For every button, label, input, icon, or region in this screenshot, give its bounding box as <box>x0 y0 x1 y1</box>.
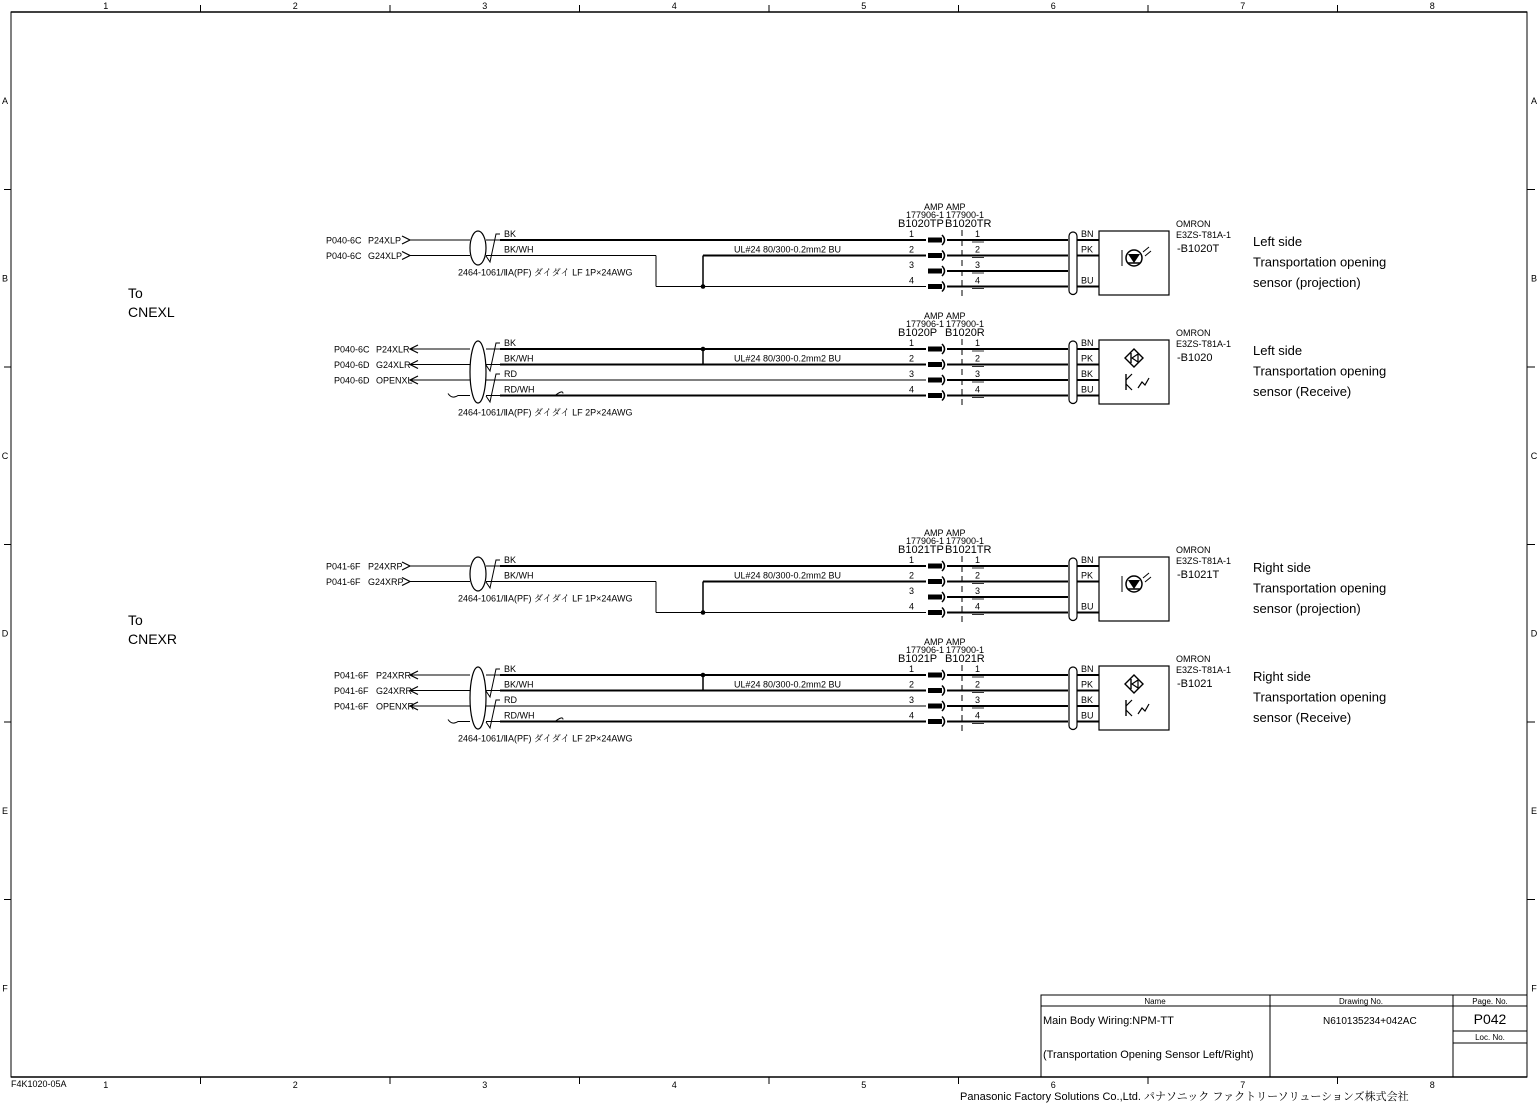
connector-pin-number-right: 1 <box>975 338 981 348</box>
connector-pin-socket <box>928 362 942 367</box>
cable-spec-label: 2464-1061/ⅡA(PF) ダイダイ LF 2P×24AWG <box>458 407 633 418</box>
grid-column-label-bottom: 1 <box>103 1080 109 1090</box>
connector-pin-number-left: 4 <box>909 710 915 721</box>
grid-column-label-bottom: 6 <box>1050 1080 1056 1090</box>
connector-part-left: 177906-1 <box>906 645 945 655</box>
connector-pin-socket <box>928 269 942 274</box>
connector-part-right: 177900-1 <box>946 645 985 655</box>
signal-name-label: G24XRP <box>368 577 404 587</box>
sensor-description-line: Right side <box>1253 560 1311 575</box>
wire-color-label: BK <box>504 555 517 565</box>
grid-column-label-top: 7 <box>1240 1 1246 11</box>
connector-id-right: B1021R <box>945 653 985 665</box>
sensor-maker-label: OMRON <box>1176 545 1211 555</box>
grid-column-label-bottom: 5 <box>861 1080 867 1090</box>
wire-color-label: BK <box>504 664 517 674</box>
connector-part-right: 177900-1 <box>946 210 985 220</box>
connector-pin-socket <box>928 564 942 569</box>
sensor-maker-label: OMRON <box>1176 654 1211 664</box>
junction-dot <box>701 284 706 289</box>
signal-ref-label: P041-6F <box>334 686 369 696</box>
grid-row-label-left: D <box>1 628 9 639</box>
grid-row-label-left: B <box>1 273 9 284</box>
junction-dot <box>701 347 706 352</box>
connector-pin-number-left: 4 <box>909 601 915 612</box>
drawing-name-line1: Main Body Wiring:NPM-TT <box>1043 1015 1174 1027</box>
grid-column-label-bottom: 3 <box>482 1080 488 1090</box>
connector-pin-number-left: 2 <box>909 679 915 690</box>
grid-column-label-top: 2 <box>292 1 298 11</box>
sensor-wire-color-label: BU <box>1081 275 1094 286</box>
connector-pin-number-right: 4 <box>975 601 981 612</box>
sensor-maker-label: OMRON <box>1176 219 1211 229</box>
wire-color-label: BK/WH <box>504 353 534 364</box>
grid-column-label-top: 5 <box>861 1 867 11</box>
signal-name-label: P24XLR <box>376 344 410 355</box>
sensor-wire-color-label: BU <box>1081 710 1094 721</box>
destination-connector-label: CNEXR <box>128 631 178 647</box>
signal-ref-label: P041-6F <box>326 561 361 572</box>
connector-pin-number-left: 1 <box>909 664 915 674</box>
sensor-wire-color-label: BK <box>1081 369 1094 379</box>
grid-row-label-left: C <box>1 450 9 461</box>
connector-id-left: B1020P <box>898 327 938 339</box>
page-number-header: Page. No. <box>1472 997 1508 1006</box>
signal-name-label: OPENXR <box>376 701 415 712</box>
sensor-wire-color-label: PK <box>1081 570 1094 581</box>
sensor-description-line: sensor (Receive) <box>1253 710 1352 725</box>
connector-pin-number-left: 4 <box>909 275 915 286</box>
connector-pin-socket <box>928 347 942 352</box>
connector-part-right: 177900-1 <box>946 319 985 329</box>
grid-row-label-left: A <box>1 95 9 106</box>
connector-id-right: B1020R <box>945 327 985 339</box>
grid-row-label-right: F <box>1531 983 1537 994</box>
destination-to-label: To <box>128 285 143 301</box>
connector-pin-number-right: 4 <box>975 275 981 286</box>
junction-dot <box>701 610 706 615</box>
signal-ref-label: P041-6F <box>334 670 369 681</box>
wire-spec-label: UL#24 80/300-0.2mm2 BU <box>734 244 842 255</box>
sensor-description-line: Transportation opening <box>1253 580 1387 596</box>
sensor-model-label: E3ZS-T81A-1 <box>1176 230 1232 240</box>
connector-pin-number-left: 2 <box>909 353 915 364</box>
sensor-description-line: Transportation opening <box>1253 254 1387 270</box>
sensor-model-label: E3ZS-T81A-1 <box>1176 665 1232 675</box>
signal-ref-label: P040-6D <box>334 375 370 386</box>
connector-id-left: B1021TP <box>898 544 944 556</box>
signal-ref-label: P040-6D <box>334 360 370 370</box>
connector-pin-socket <box>928 673 942 678</box>
signal-name-label: G24XLR <box>376 360 411 370</box>
connector-pin-number-left: 4 <box>909 384 915 395</box>
sensor-maker-label: OMRON <box>1176 328 1211 338</box>
connector-pin-socket <box>928 253 942 258</box>
grid-column-label-top: 4 <box>671 1 677 11</box>
connector-pin-number-right: 1 <box>975 229 981 239</box>
connector-pin-number-right: 1 <box>975 664 981 674</box>
wire-spec-label: UL#24 80/300-0.2mm2 BU <box>734 570 842 581</box>
destination-connector-label: CNEXL <box>128 304 175 320</box>
sheet-code: F4K1020-05A <box>11 1079 67 1089</box>
connector-pin-number-right: 2 <box>975 570 981 581</box>
connector-part-right: 177900-1 <box>946 536 985 546</box>
connector-maker-left: AMP <box>924 311 944 321</box>
company-name: Panasonic Factory Solutions Co.,Ltd. パナソニック ファクトリーソリューションズ株式会社 <box>960 1091 1409 1103</box>
sensor-wire-color-label: BU <box>1081 384 1094 395</box>
sensor-wire-color-label: BN <box>1081 338 1094 348</box>
connector-pin-socket <box>928 284 942 289</box>
connector-pin-socket <box>928 610 942 615</box>
sensor-wire-color-label: BK <box>1081 695 1094 705</box>
cable-spec-label: 2464-1061/ⅡA(PF) ダイダイ LF 1P×24AWG <box>458 593 633 604</box>
sensor-description-line: Right side <box>1253 669 1311 684</box>
connector-pin-number-left: 3 <box>909 695 915 705</box>
wire-color-label: BK/WH <box>504 244 534 255</box>
sensor-wire-color-label: BN <box>1081 555 1094 565</box>
cable-spec-label: 2464-1061/ⅡA(PF) ダイダイ LF 2P×24AWG <box>458 733 633 744</box>
grid-column-label-top: 6 <box>1050 1 1056 11</box>
connector-pin-number-right: 2 <box>975 679 981 690</box>
sensor-wire-color-label: BU <box>1081 601 1094 612</box>
name-header: Name <box>1144 997 1166 1006</box>
connector-pin-number-right: 4 <box>975 384 981 395</box>
sensor-wire-color-label: PK <box>1081 679 1094 690</box>
connector-pin-socket <box>928 378 942 383</box>
wire-color-label: BK/WH <box>504 570 534 581</box>
signal-ref-label: P041-6F <box>334 701 369 712</box>
connector-maker-right: AMP <box>946 637 966 647</box>
connector-id-right: B1021TR <box>945 544 992 556</box>
sensor-wire-color-label: PK <box>1081 353 1094 364</box>
wire-color-label: RD <box>504 369 517 379</box>
connector-pin-number-right: 3 <box>975 260 981 270</box>
connector-id-left: B1020TP <box>898 218 944 230</box>
junction-dot <box>701 673 706 678</box>
signal-name-label: P24XRR <box>376 670 412 681</box>
sensor-wire-color-label: BN <box>1081 229 1094 239</box>
signal-name-label: P24XLP <box>368 235 402 246</box>
connector-pin-number-left: 3 <box>909 586 915 596</box>
grid-row-label-left: F <box>2 983 8 994</box>
page-number: P042 <box>1473 1011 1507 1027</box>
drawing-number: N610135234+042AC <box>1323 1016 1417 1027</box>
connector-pin-number-right: 2 <box>975 353 981 364</box>
sensor-description-line: Transportation opening <box>1253 689 1387 705</box>
grid-column-label-bottom: 7 <box>1240 1080 1246 1090</box>
sensor-wire-color-label: BN <box>1081 664 1094 674</box>
cable-spec-label: 2464-1061/ⅡA(PF) ダイダイ LF 1P×24AWG <box>458 267 633 278</box>
connector-pin-number-right: 2 <box>975 244 981 255</box>
connector-pin-socket <box>928 719 942 724</box>
grid-row-label-right: E <box>1530 805 1538 816</box>
connector-pin-number-left: 3 <box>909 369 915 379</box>
connector-pin-socket <box>928 238 942 243</box>
location-number-header: Loc. No. <box>1475 1033 1505 1042</box>
connector-maker-right: AMP <box>946 311 966 321</box>
wire-spec-label: UL#24 80/300-0.2mm2 BU <box>734 679 842 690</box>
connector-pin-number-left: 1 <box>909 229 915 239</box>
connector-part-left: 177906-1 <box>906 210 945 220</box>
connector-pin-socket <box>928 704 942 709</box>
sensor-device-id: -B1021T <box>1177 569 1220 581</box>
connector-maker-left: AMP <box>924 528 944 538</box>
grid-row-label-left: E <box>1 805 9 816</box>
grid-column-label-bottom: 8 <box>1429 1080 1435 1090</box>
connector-maker-right: AMP <box>946 202 966 212</box>
wire-color-label: RD/WH <box>504 710 535 721</box>
connector-pin-socket <box>928 393 942 398</box>
grid-column-label-bottom: 4 <box>671 1080 677 1090</box>
destination-to-label: To <box>128 612 143 628</box>
connector-id-left: B1021P <box>898 653 938 665</box>
wire-color-label: BK/WH <box>504 679 534 690</box>
grid-row-label-right: B <box>1530 273 1538 284</box>
connector-pin-number-right: 1 <box>975 555 981 565</box>
connector-pin-number-right: 3 <box>975 369 981 379</box>
grid-column-label-top: 8 <box>1429 1 1435 11</box>
signal-ref-label: P040-6C <box>326 235 362 246</box>
connector-pin-number-left: 2 <box>909 244 915 255</box>
sensor-description-line: sensor (projection) <box>1253 275 1361 290</box>
connector-pin-number-left: 1 <box>909 338 915 348</box>
sensor-description-line: sensor (projection) <box>1253 601 1361 616</box>
grid-column-label-bottom: 2 <box>292 1080 298 1090</box>
wire-color-label: RD/WH <box>504 384 535 395</box>
wire-color-label: RD <box>504 695 517 705</box>
sensor-wire-color-label: PK <box>1081 244 1094 255</box>
signal-name-label: G24XLP <box>368 251 403 261</box>
connector-id-right: B1020TR <box>945 218 992 230</box>
signal-name-label: OPENXL <box>376 375 413 386</box>
connector-part-left: 177906-1 <box>906 536 945 546</box>
sensor-description-line: sensor (Receive) <box>1253 384 1352 399</box>
connector-maker-right: AMP <box>946 528 966 538</box>
wire-spec-label: UL#24 80/300-0.2mm2 BU <box>734 353 842 364</box>
connector-pin-number-right: 4 <box>975 710 981 721</box>
signal-name-label: G24XRR <box>376 686 413 696</box>
connector-maker-left: AMP <box>924 637 944 647</box>
grid-row-label-right: D <box>1530 628 1538 639</box>
sensor-model-label: E3ZS-T81A-1 <box>1176 339 1232 349</box>
connector-pin-number-left: 3 <box>909 260 915 270</box>
drawing-name-line2: (Transportation Opening Sensor Left/Right) <box>1043 1049 1254 1061</box>
connector-pin-number-left: 2 <box>909 570 915 581</box>
drawing-number-header: Drawing No. <box>1338 997 1384 1006</box>
sensor-description-line: Left side <box>1253 234 1303 249</box>
sensor-description-line: Transportation opening <box>1253 363 1387 379</box>
signal-name-label: P24XRP <box>368 561 403 572</box>
connector-maker-left: AMP <box>924 202 944 212</box>
connector-pin-number-right: 3 <box>975 586 981 596</box>
sensor-device-id: -B1021 <box>1177 678 1213 690</box>
signal-ref-label: P041-6F <box>326 577 361 587</box>
grid-column-label-top: 1 <box>103 1 109 11</box>
connector-pin-number-left: 1 <box>909 555 915 565</box>
sensor-description-line: Left side <box>1253 343 1303 358</box>
sensor-model-label: E3ZS-T81A-1 <box>1176 556 1232 566</box>
grid-row-label-right: A <box>1530 95 1538 106</box>
connector-pin-number-right: 3 <box>975 695 981 705</box>
connector-part-left: 177906-1 <box>906 319 945 329</box>
connector-pin-socket <box>928 595 942 600</box>
sensor-device-id: -B1020 <box>1177 352 1213 364</box>
wire-color-label: BK <box>504 338 517 348</box>
connector-pin-socket <box>928 579 942 584</box>
wire-color-label: BK <box>504 229 517 239</box>
signal-ref-label: P040-6C <box>334 344 370 355</box>
grid-column-label-top: 3 <box>482 1 488 11</box>
connector-pin-socket <box>928 688 942 693</box>
signal-ref-label: P040-6C <box>326 251 362 261</box>
grid-row-label-right: C <box>1530 450 1538 461</box>
sensor-device-id: -B1020T <box>1177 243 1220 255</box>
